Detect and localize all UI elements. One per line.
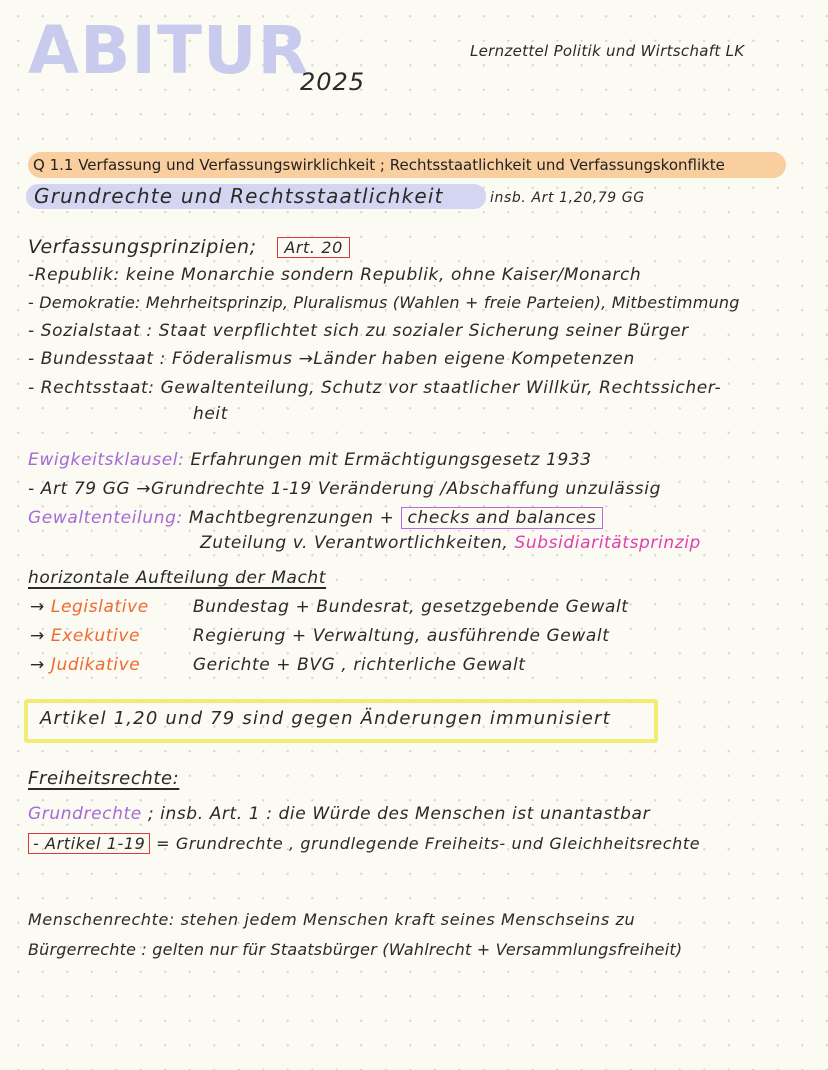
heading-text: Verfassungsprinzipien; xyxy=(28,236,257,258)
section-title: Q 1.1 Verfassung und Verfassungswirklichkeit ; Rechtsstaatlichkeit und Verfassungskonflikte xyxy=(33,156,725,174)
principle-republik xyxy=(28,265,641,285)
principle-sozialstaat xyxy=(28,321,689,341)
grundrechte-line xyxy=(28,804,650,824)
branch-term: Legislative xyxy=(50,597,149,617)
branch-judikative xyxy=(30,655,526,675)
branch-legislative xyxy=(30,597,629,617)
document-title: Lernzettel Politik und Wirtschaft LK xyxy=(470,42,745,60)
principle-rechtsstaat-cont: heit xyxy=(193,404,229,424)
branch-exekutive xyxy=(30,626,609,646)
buergerrechte-line: Bürgerrechte : gelten nur für Staatsbürger (Wahlrecht + Versammlungsfreiheit) xyxy=(28,940,683,959)
grundrechte-label: Grundrechte xyxy=(28,804,142,824)
arrow-icon: → xyxy=(30,626,45,646)
principle-term: - Sozialstaat : xyxy=(28,321,153,341)
callout-text: Artikel 1,20 und 79 sind gegen Änderungen immunisiert xyxy=(40,708,611,729)
branch-term: Exekutive xyxy=(50,626,141,646)
horizontal-heading: horizontale Aufteilung der Macht xyxy=(28,568,327,588)
subsidiaritaet-text: Subsidiaritätsprinzip xyxy=(514,533,701,553)
principle-demokratie xyxy=(28,293,740,312)
arrow-icon: → xyxy=(30,597,45,617)
branch-term: Judikative xyxy=(50,655,141,675)
freiheitsrechte-heading: Freiheitsrechte: xyxy=(28,768,180,789)
principle-rechtsstaat xyxy=(28,378,721,398)
menschenrechte-line: Menschenrechte: stehen jedem Menschen kraft seines Menschseins zu xyxy=(28,910,636,929)
ewigkeitsklausel-label: Ewigkeitsklausel: xyxy=(28,450,185,470)
verfassungsprinzipien-heading xyxy=(28,236,350,258)
principle-text: Föderalismus →Länder haben eigene Kompetenzen xyxy=(172,349,635,369)
ewigkeitsklausel-line2: - Art 79 GG →Grundrechte 1-19 Veränderung /Abschaffung unzulässig xyxy=(28,479,661,499)
principle-text: Mehrheitsprinzip, Pluralismus (Wahlen + freie Parteien), Mitbestimmung xyxy=(145,293,740,312)
grundrechte-text: ; insb. Art. 1 : die Würde des Menschen ist unantastbar xyxy=(147,804,651,824)
zuteilung-text: Zuteilung v. Verantwortlichkeiten, xyxy=(200,533,509,553)
abitur-title: ABITUR xyxy=(28,12,310,89)
principle-text: keine Monarchie sondern Republik, ohne Kaiser/Monarch xyxy=(125,265,642,285)
branch-text: Regierung + Verwaltung, ausführende Gewalt xyxy=(192,626,610,646)
branch-text: Gerichte + BVG , richterliche Gewalt xyxy=(192,655,526,675)
gewaltenteilung-line2 xyxy=(200,533,701,553)
principle-term: -Republik: xyxy=(28,265,120,285)
branch-text: Bundestag + Bundesrat, gesetzgebende Gewalt xyxy=(192,597,629,617)
article-box: Art. 20 xyxy=(277,237,350,258)
principle-bundesstaat xyxy=(28,349,635,369)
principle-term: - Rechtsstaat: xyxy=(28,378,155,398)
topic-heading: Grundrechte und Rechtsstaatlichkeit xyxy=(34,184,444,208)
principle-text: Gewaltenteilung, Schutz vor staatlicher Willkür, Rechtssicher- xyxy=(160,378,722,398)
principle-term: - Demokratie: xyxy=(28,293,141,312)
artikel-box: - Artikel 1-19 xyxy=(28,833,150,854)
topic-subtitle: insb. Art 1,20,79 GG xyxy=(490,190,645,206)
ewigkeitsklausel xyxy=(28,450,592,470)
gewaltenteilung xyxy=(28,508,603,528)
principle-text: Staat verpflichtet sich zu sozialer Sicherung seiner Bürger xyxy=(158,321,689,341)
arrow-icon: → xyxy=(30,655,45,675)
gewaltenteilung-label: Gewaltenteilung: xyxy=(28,508,183,528)
ewigkeitsklausel-text: Erfahrungen mit Ermächtigungsgesetz 1933 xyxy=(190,450,592,470)
principle-term: - Bundesstaat : xyxy=(28,349,167,369)
artikel-line xyxy=(28,834,700,853)
year: 2025 xyxy=(300,68,366,96)
artikel-text: = Grundrechte , grundlegende Freiheits- und Gleichheitsrechte xyxy=(156,834,701,853)
gewaltenteilung-text: Machtbegrenzungen + xyxy=(188,508,395,528)
checks-balances-box: checks and balances xyxy=(401,507,604,529)
